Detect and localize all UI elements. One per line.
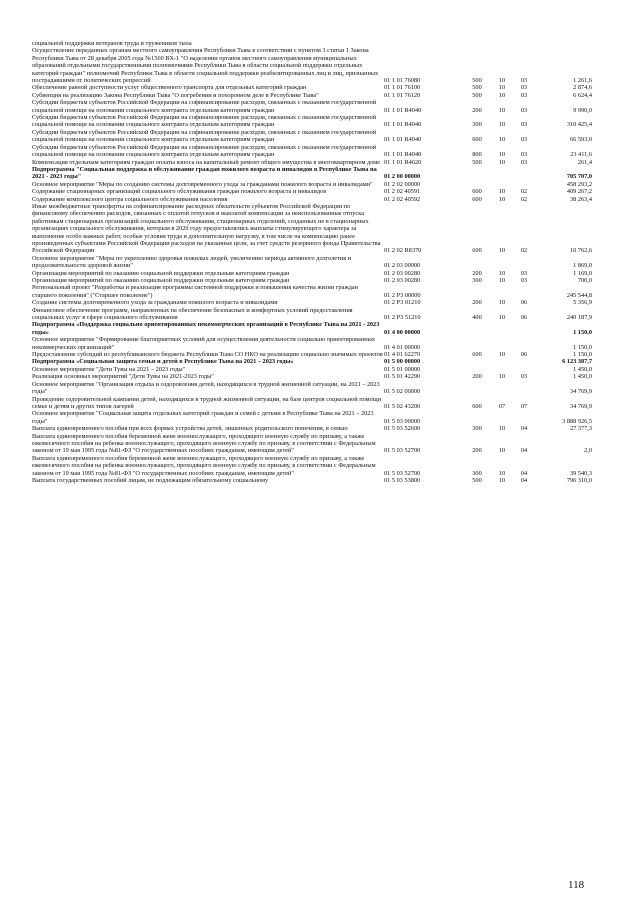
- row-expense-type: 500: [472, 91, 482, 99]
- row-amount: 2 874,6: [573, 84, 592, 92]
- row-description: Организация мероприятий по оказанию социальной поддержки отдельным категориям граждан: [32, 277, 290, 284]
- row-description: Основное мероприятие "Социальная защита отдельных категорий граждан и семей с детьми в Республике Тыва на 2021 – 2023 годы": [32, 410, 374, 425]
- row-section: 10: [498, 136, 506, 144]
- row-amount: 9 990,0: [573, 106, 592, 114]
- row-expense-type: 300: [472, 425, 482, 433]
- row-section: 10: [498, 195, 506, 203]
- row-description: Подпрограмма "Социальная поддержка и обслуживание граждан пожилого возраста и инвалидов в Республике Тыва на 2021 - 2023 годы": [32, 165, 377, 181]
- table-row: [32, 381, 612, 396]
- table-row: [32, 114, 612, 129]
- row-section: 10: [498, 447, 506, 455]
- row-amount: 1 150,0: [573, 343, 592, 351]
- row-description: Финансовое обеспечение программ, направленных на обеспечение безопасных и комфортных условий предоставления социальных услуг в сфере социального обслуживания: [32, 306, 353, 322]
- row-section: 10: [498, 351, 506, 359]
- row-code: 01 4 01 62270: [384, 351, 421, 359]
- row-code: 01 5 00 00000: [384, 358, 421, 366]
- row-section: 10: [498, 269, 506, 277]
- row-subsection: 02: [520, 188, 528, 196]
- row-expense-type: 200: [472, 106, 482, 114]
- row-amount: 3 888 926,5: [562, 417, 592, 425]
- row-amount: 6 624,4: [573, 91, 592, 99]
- table-row: [32, 47, 612, 84]
- row-amount: 705 707,0: [566, 173, 592, 181]
- row-code: 01 1 01 76100: [384, 84, 421, 92]
- row-amount: 796 310,0: [566, 476, 592, 484]
- row-amount: 1 869,0: [573, 262, 592, 270]
- row-description: социальной поддержки ветеранов труда и тружеников тыла: [32, 40, 192, 47]
- row-section: 10: [498, 476, 506, 484]
- row-code: 01 5 03 00000: [384, 417, 421, 425]
- row-subsection: 06: [520, 314, 528, 322]
- row-description: Основное мероприятие "Дети Тувы на 2021 – 2023 годы": [32, 365, 186, 373]
- row-description: Осуществление переданных органам местного самоуправления Республики Тыва в соответствии с пунктом 3 статьи 1 Закона Республики Тыва от 28 декабря 2005 года №1560 ВХ-1 "О наделении органов местного самоуправления муниципальных образований отдельными государственными полномочиями Республики Тыва в области социальной поддержки отдельных категорий граждан" полномочий Республики Тыва в области социальной поддержки реабилитированных лиц и лиц, признанных пострадавшими от политических репрессий: [32, 47, 379, 85]
- row-section: 10: [498, 373, 506, 381]
- row-expense-type: 600: [472, 188, 482, 196]
- page-number: 118: [568, 879, 585, 891]
- row-description: Компенсация отдельным категориям граждан оплаты взноса на капитальный ремонт общего имущества в многоквартирном доме: [32, 158, 381, 166]
- table-row: [32, 351, 612, 358]
- row-description: Основное мероприятие "Формирование благоприятных условий для осуществления деятельности социально ориентированных некоммерческих организаций": [32, 336, 375, 351]
- row-expense-type: 500: [472, 476, 482, 484]
- budget-table: [32, 40, 612, 484]
- row-code: 01 2 03 00280: [384, 269, 421, 277]
- row-amount: 700,0: [577, 277, 592, 284]
- table-row: [32, 129, 612, 144]
- row-expense-type: 200: [472, 447, 482, 455]
- row-code: 01 1 01 R4040: [384, 136, 422, 144]
- row-code: 01 5 02 00000: [384, 388, 421, 396]
- row-code: 01 5 03 52700: [384, 447, 421, 455]
- row-description: Основное мероприятие "Меры по укреплению здоровья пожилых людей, увеличению периода активного долголетия и продолжительности здоровой жизни": [32, 254, 352, 270]
- row-amount: 23 411,6: [570, 151, 592, 159]
- row-amount: 6 123 387,7: [562, 358, 592, 366]
- row-code: 01 2 P3 00000: [384, 291, 421, 299]
- table-row: [32, 255, 612, 270]
- row-subsection: 04: [520, 447, 528, 455]
- row-code: 01 2 03 00000: [384, 262, 421, 270]
- table-row: [32, 270, 612, 277]
- row-code: 01 2 00 00000: [384, 173, 421, 181]
- table-row: [32, 373, 612, 380]
- row-amount: 10 762,6: [569, 247, 592, 255]
- row-expense-type: 300: [472, 121, 482, 129]
- row-code: 01 2 P3 01210: [384, 299, 421, 307]
- row-expense-type: 300: [472, 469, 482, 477]
- row-code: 01 4 00 00000: [384, 328, 421, 336]
- row-code: 01 1 01 R4040: [384, 106, 422, 114]
- row-expense-type: 600: [472, 247, 482, 255]
- row-amount: 240 187,9: [566, 314, 592, 322]
- row-section: 10: [498, 469, 506, 477]
- row-amount: 27 377,3: [569, 425, 592, 433]
- row-code: 01 2 P3 51210: [384, 314, 421, 322]
- row-subsection: 04: [520, 469, 528, 477]
- table-row: [32, 425, 612, 432]
- row-expense-type: 800: [472, 151, 482, 159]
- row-description: Субсидии бюджетам субъектов Российской Федерации на софинансирование расходов, связанных с оказанием государственной социальной помощи на основании социального контракта отдельным категориям граждан: [32, 114, 377, 129]
- table-row: [32, 477, 612, 484]
- row-description: Реализация основных мероприятий "Дети Тувы на 2021-2023 годы": [32, 373, 214, 381]
- row-amount: 310 425,4: [566, 121, 592, 129]
- row-section: 10: [498, 188, 506, 196]
- table-row: [32, 433, 612, 455]
- row-expense-type: 500: [472, 77, 482, 85]
- row-description: Иные межбюджетные трансферты на софинансирование расходных обязательств субъектов Российской Федерации по финансовому обеспечению расходов, связанных с оплатой отпусков и выплатой компенсации за неиспользованные отпуска работникам стационарных организаций социального обслуживания, стационарных отделений, созданных не в стационарных организациях социального обслуживания, которым в 2020 году предоставлялись выплаты стимулирующего характера за выполнение особо важных работ, особые условия труда и дополнительную нагрузку, в том числе на компенсацию ранее произведенных субъектами Российской Федерации расходов на указанные цели, за счет средств резервного фонда Правительства Российской Федерации: [32, 202, 381, 255]
- row-section: 10: [498, 247, 506, 255]
- row-subsection: 03: [520, 373, 528, 381]
- row-description: Выплата единовременного пособия беременной жене военнослужащего, проходящего военную службу по призыву, а также ежемесячного пособия на ребенка военнослужащего, проходящего военную службу по призыву, в соответствии с Федеральным законом от 19 мая 1995 года №81-ФЗ "О государственных пособиях гражданам, имеющим детей": [32, 432, 376, 455]
- row-expense-type: 600: [472, 402, 482, 410]
- row-amount: 458 293,2: [566, 180, 592, 188]
- row-section: 10: [498, 106, 506, 114]
- row-description: Субвенция на реализацию Закона Республики Тыва "О погребении и похоронном деле в Республике Тыва": [32, 91, 319, 99]
- row-code: 01 2 02 R8370: [384, 247, 422, 255]
- row-description: Создание системы долговременного ухода за гражданами пожилого возраста и инвалидами: [32, 299, 278, 307]
- row-subsection: 03: [520, 136, 528, 144]
- row-section: 10: [498, 84, 506, 92]
- row-expense-type: 600: [472, 195, 482, 203]
- row-description: Организация мероприятий по оказанию социальной поддержки отдельным категориям граждан: [32, 269, 290, 277]
- row-description: Содержание стационарных организаций социального обслуживания граждан пожилого возраста и инвалидов: [32, 188, 327, 196]
- row-subsection: 02: [520, 247, 528, 255]
- table-row: [32, 166, 612, 181]
- row-subsection: 03: [520, 77, 528, 85]
- table-row: [32, 299, 612, 306]
- row-section: 10: [498, 151, 506, 159]
- row-expense-type: 200: [472, 269, 482, 277]
- row-code: 01 1 01 R4620: [384, 158, 422, 166]
- row-code: 01 5 01 00000: [384, 365, 421, 373]
- row-expense-type: 300: [472, 277, 482, 284]
- row-subsection: 04: [520, 476, 528, 484]
- table-row: [32, 410, 612, 425]
- row-amount: 1 450,0: [573, 365, 592, 373]
- row-description: Подпрограмма «Поддержка социально ориентированных некоммерческих организаций в Республике Тыва на 2021 - 2023 годы»: [32, 321, 380, 336]
- row-expense-type: 200: [472, 299, 482, 307]
- table-row: [32, 159, 612, 166]
- row-description: Выплата единовременного пособия беременной жене военнослужащего, проходящего военную службу по призыву, а также ежемесячного пособия на ребенка военнослужащего, проходящего военную службу по призыву, в соответствии с Федеральным законом от 19 мая 1995 года №81-ФЗ "О государственных пособиях гражданам, имеющим детей": [32, 454, 376, 477]
- row-subsection: 04: [520, 425, 528, 433]
- row-amount: 1 169,0: [573, 269, 592, 277]
- row-amount: 39 540,3: [569, 469, 592, 477]
- row-description: Предоставление субсидий из республиканского бюджета Республики Тыва СО НКО на реализацию социально значимых проектов: [32, 351, 383, 359]
- table-row: [32, 40, 612, 47]
- table-row: [32, 196, 612, 203]
- row-subsection: 03: [520, 91, 528, 99]
- table-row: [32, 277, 612, 284]
- row-subsection: 06: [520, 299, 528, 307]
- row-section: 10: [498, 277, 506, 284]
- table-row: [32, 99, 612, 114]
- row-description: Субсидии бюджетам субъектов Российской Федерации на софинансирование расходов, связанных с оказанием государственной социальной помощи на основании социального контракта отдельным категориям граждан: [32, 128, 377, 144]
- row-amount: 34 769,9: [569, 388, 592, 396]
- row-subsection: 03: [520, 151, 528, 159]
- row-description: Основное мероприятие "Меры по созданию системы долговременного ухода за гражданами пожилого возраста и инвалидами": [32, 180, 373, 188]
- row-code: 01 2 02 40591: [384, 188, 421, 196]
- row-code: 01 2 02 40592: [384, 195, 421, 203]
- row-code: 01 5 02 43200: [384, 402, 421, 410]
- row-subsection: 06: [520, 351, 528, 359]
- row-subsection: 03: [520, 269, 528, 277]
- row-section: 10: [498, 121, 506, 129]
- table-row: [32, 396, 612, 411]
- row-description: Содержание комплексного центра социального обслуживания населения: [32, 195, 228, 203]
- row-section: 10: [498, 425, 506, 433]
- row-code: 01 1 01 R4040: [384, 121, 422, 129]
- table-row: [32, 358, 612, 365]
- row-amount: 409 267,2: [566, 188, 592, 196]
- row-description: Региональный проект "Разработка и реализация программы системной поддержки и повышения качества жизни граждан старшего поколения" ("Старшее поколение"): [32, 284, 359, 299]
- row-description: Субсидии бюджетам субъектов Российской Федерации на софинансирование расходов, связанных с оказанием государственной социальной помощи на основании социального контракта отдельным категориям граждан: [32, 99, 377, 114]
- table-row: [32, 181, 612, 188]
- row-section: 10: [498, 158, 506, 166]
- row-subsection: 02: [520, 195, 528, 203]
- row-amount: 1 450,0: [573, 373, 592, 381]
- row-code: 01 2 02 00000: [384, 180, 421, 188]
- row-section: 07: [498, 402, 506, 410]
- row-section: 10: [498, 91, 506, 99]
- row-description: Выплата единовременного пособия при всех формах устройства детей, лишенных родительского попечения, в семью: [32, 425, 348, 433]
- row-amount: 34 769,9: [569, 402, 592, 410]
- row-amount: 66 593,0: [569, 136, 592, 144]
- row-amount: 1 261,6: [573, 77, 592, 85]
- row-description: Основное мероприятие "Организация отдыха и оздоровления детей, находящихся в трудной жизненной ситуации, на 2021 – 2023 годы": [32, 380, 380, 396]
- row-description: Выплата государственных пособий лицам, не подлежащим обязательному социальному: [32, 476, 269, 484]
- row-amount: 2,0: [584, 447, 592, 455]
- row-subsection: 03: [520, 121, 528, 129]
- row-expense-type: 600: [472, 351, 482, 359]
- row-subsection: 03: [520, 277, 528, 284]
- row-code: 01 5 03 52700: [384, 469, 421, 477]
- row-section: 10: [498, 314, 506, 322]
- row-description: Обеспечение равной доступности услуг общественного транспорта для отдельных категорий граждан: [32, 84, 307, 92]
- row-amount: 261,4: [577, 158, 592, 166]
- row-expense-type: 600: [472, 136, 482, 144]
- row-code: 01 1 01 R4040: [384, 151, 422, 159]
- table-row: [32, 92, 612, 99]
- table-row: [32, 366, 612, 373]
- row-amount: 5 356,9: [573, 299, 592, 307]
- row-description: Субсидии бюджетам субъектов Российской Федерации на софинансирование расходов, связанных с оказанием государственной социальной помощи на основании социального контракта отдельным категориям граждан: [32, 143, 377, 159]
- row-code: 01 1 01 76120: [384, 91, 421, 99]
- row-code: 01 2 03 00280: [384, 277, 421, 284]
- row-subsection: 03: [520, 158, 528, 166]
- table-row: [32, 144, 612, 159]
- row-amount: 245 544,8: [566, 291, 592, 299]
- table-row: [32, 336, 612, 351]
- row-section: 10: [498, 77, 506, 85]
- row-expense-type: 400: [472, 314, 482, 322]
- row-code: 01 5 03 52600: [384, 425, 421, 433]
- row-amount: 1 150,0: [573, 351, 592, 359]
- row-code: 01 5 03 53800: [384, 476, 421, 484]
- row-section: 10: [498, 299, 506, 307]
- row-expense-type: 500: [472, 158, 482, 166]
- table-row: [32, 321, 612, 336]
- row-expense-type: 200: [472, 373, 482, 381]
- row-subsection: 03: [520, 106, 528, 114]
- row-amount: 1 150,0: [573, 328, 592, 336]
- row-code: 01 5 01 42290: [384, 373, 421, 381]
- row-description: Проведение оздоровительной кампании детей, находящихся в трудной жизненной ситуации, на базе центров социальной помощи семье и детям и других типов лагерей: [32, 395, 381, 410]
- row-expense-type: 500: [472, 84, 482, 92]
- row-subsection: 07: [520, 402, 528, 410]
- table-row: [32, 188, 612, 195]
- row-code: 01 1 01 76080: [384, 77, 421, 85]
- row-amount: 38 263,4: [569, 195, 592, 203]
- table-row: [32, 455, 612, 477]
- table-row: [32, 307, 612, 322]
- row-code: 01 4 01 00000: [384, 343, 421, 351]
- table-row: [32, 284, 612, 299]
- row-description: Подпрограмма «Социальная защита семьи и детей в Республике Тыва на 2021 – 2023 годы»: [32, 358, 294, 366]
- row-subsection: 03: [520, 84, 528, 92]
- table-row: [32, 203, 612, 255]
- table-row: [32, 84, 612, 91]
